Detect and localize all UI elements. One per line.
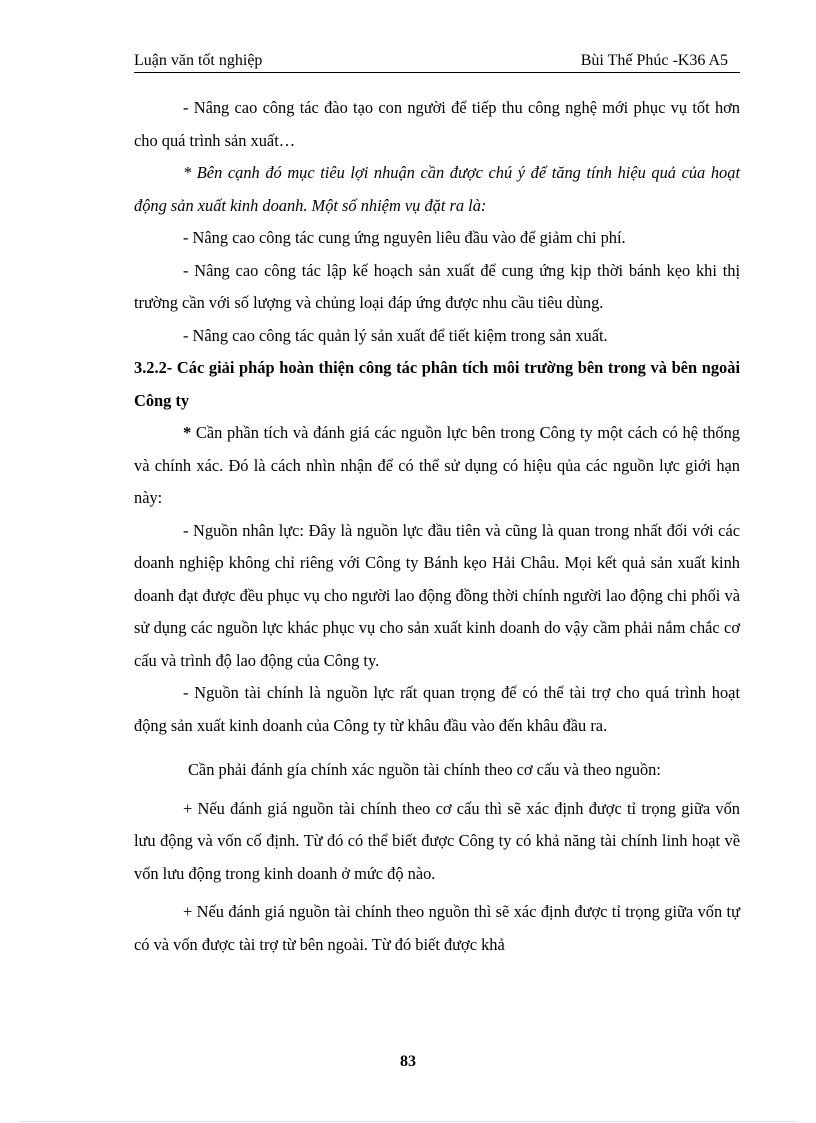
paragraph: - Nâng cao công tác quản lý sản xuất để tiết kiệm trong sản xuất. <box>183 325 608 345</box>
paragraph-italic: * Bên cạnh đó mục tiêu lợi nhuận cần được chú ý để tăng tính hiệu quả của hoạt động sản xuất kinh doanh. Một số nhiệm vụ đặt ra là: <box>134 163 740 215</box>
header-author: Bùi Thế Phúc -K36 A5 <box>580 52 728 69</box>
paragraph: - Nâng cao công tác cung ứng nguyên liêu đầu vào để giảm chi phí. <box>183 228 626 247</box>
paragraph: - Nguồn tài chính là nguồn lực rất quan trọng để có thể tài trợ cho quá trình hoạt động sản xuất kinh doanh của Công ty từ khâu đầu vào đến khâu đầu ra. <box>134 683 740 735</box>
page-header <box>134 50 740 72</box>
paragraph: - Nguồn nhân lực: Đây là nguồn lực đầu tiên và cũng là quan trong nhất đối với các doanh nghiệp không chỉ riêng với Công ty Bánh kẹo Hải Châu. Mọi kết quả sản xuất kinh doanh đạt được đều phục vụ cho người lao động đồng thời chính người lao động chi phối và sử dụng các nguồn lực khác phục vụ cho sản xuất kinh doanh do vậy cầm phải nắm chắc cơ cấu và trình độ lao động của Công ty. <box>134 520 740 670</box>
paragraph: - Nâng cao công tác đào tạo con người để tiếp thu công nghệ mới phục vụ tốt hơn cho quá trình sản xuất… <box>134 98 740 150</box>
paragraph: - Nâng cao công tác lập kế hoạch sản xuất để cung ứng kịp thời bánh kẹo khi thị trường cần với số lượng và chủng loại đáp ứng được nhu cầu tiêu dùng. <box>134 260 740 312</box>
page-bottom-border <box>20 1121 796 1122</box>
header-rule <box>134 72 740 73</box>
section-heading: 3.2.2- Các giải pháp hoàn thiện công tác phân tích môi trường bên trong và bên ngoài Công ty <box>134 358 740 410</box>
page-number: 83 <box>400 1053 416 1070</box>
paragraph: Cần phải đánh gía chính xác nguồn tài chính theo cơ cấu và theo nguồn: <box>188 760 661 779</box>
asterisk-marker: * <box>183 423 192 442</box>
paragraph: + Nếu đánh giá nguồn tài chính theo nguồn thì sẽ xác định được tỉ trọng giữa vốn tự có và vốn được tài trợ từ bên ngoài. Từ đó biết được khả <box>134 902 740 954</box>
paragraph <box>134 417 740 515</box>
header-title: Luận văn tốt nghiệp <box>134 52 263 69</box>
paragraph-text: Cần phần tích và đánh giá các nguồn lực bên trong Công ty một cách có hệ thống và chính xác. Đó là cách nhìn nhận để có thể sử dụng có hiệu qủa các nguồn lực giới hạn này: <box>134 423 740 507</box>
document-body <box>134 92 740 961</box>
paragraph: + Nếu đánh giá nguồn tài chính theo cơ cấu thì sẽ xác định được tỉ trọng giữa vốn lưu động và vốn cố định. Từ đó có thể biết được Công ty có khả năng tài chính linh hoạt về vốn lưu động trong kinh doanh ở mức độ nào. <box>134 798 740 883</box>
